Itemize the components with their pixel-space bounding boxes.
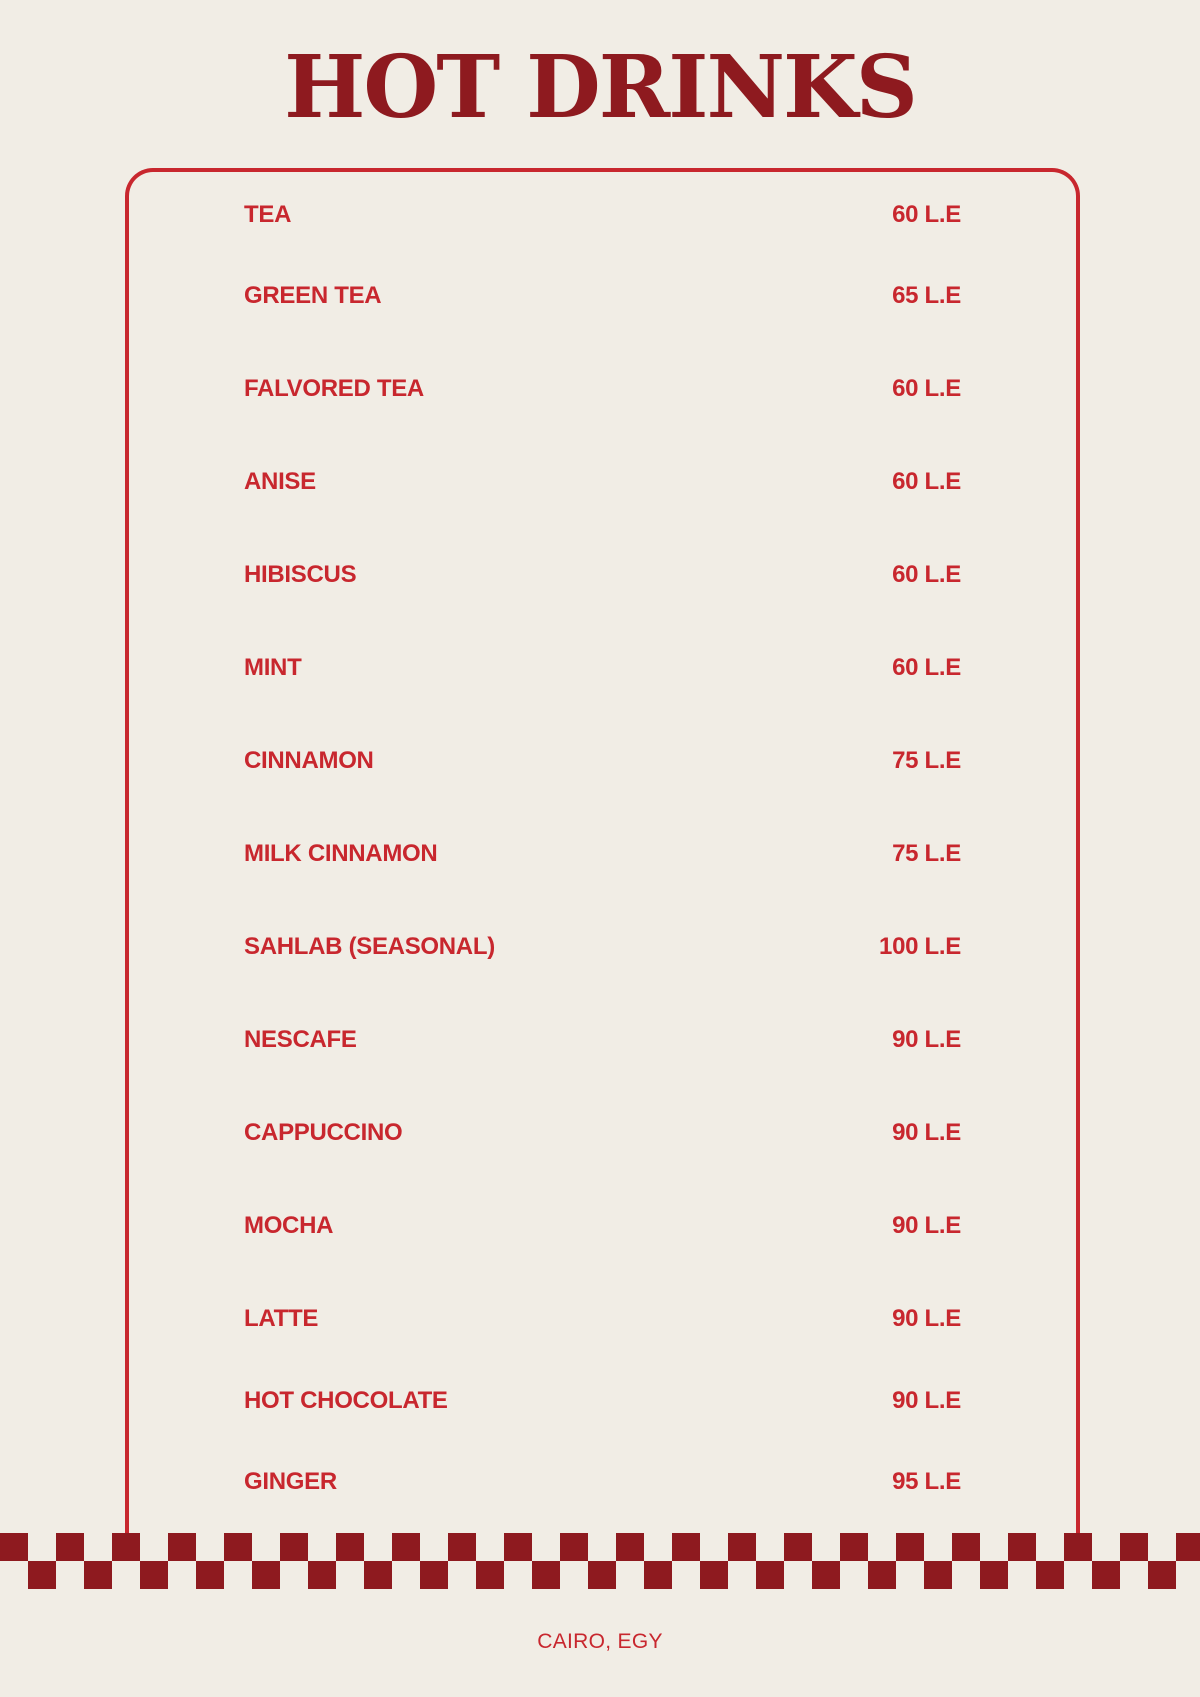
menu-item-price: 75 L.E xyxy=(892,840,961,867)
menu-item-name: MINT xyxy=(244,654,302,681)
menu-item xyxy=(244,1384,961,1418)
menu-item xyxy=(244,372,961,406)
menu-item-price: 60 L.E xyxy=(892,654,961,681)
menu-item xyxy=(244,651,961,685)
menu-item-name: TEA xyxy=(244,201,292,228)
menu-item-name: ANISE xyxy=(244,468,316,495)
menu-item-price: 60 L.E xyxy=(892,201,961,228)
menu-item-name: GINGER xyxy=(244,1468,337,1495)
menu-item xyxy=(244,1302,961,1336)
menu-item-name: MOCHA xyxy=(244,1212,334,1239)
menu-item xyxy=(244,558,961,592)
menu-item xyxy=(244,744,961,778)
menu-item-price: 60 L.E xyxy=(892,561,961,588)
menu-item-price: 90 L.E xyxy=(892,1119,961,1146)
menu-item xyxy=(244,1209,961,1243)
menu-item-name: HOT CHOCOLATE xyxy=(244,1387,448,1414)
menu-item xyxy=(244,930,961,964)
menu-item-name: MILK CINNAMON xyxy=(244,840,438,867)
menu-item xyxy=(244,465,961,499)
menu-item-name: FALVORED TEA xyxy=(244,375,424,402)
menu-item-price: 60 L.E xyxy=(892,468,961,495)
menu-item-price: 90 L.E xyxy=(892,1387,961,1414)
location-footer: CAIRO, EGY xyxy=(537,1630,663,1653)
menu-item-name: LATTE xyxy=(244,1305,319,1332)
menu-item-price: 75 L.E xyxy=(892,747,961,774)
menu-item xyxy=(244,198,961,232)
menu-item-price: 90 L.E xyxy=(892,1212,961,1239)
menu-item-price: 90 L.E xyxy=(892,1026,961,1053)
menu-item-price: 60 L.E xyxy=(892,375,961,402)
menu-item-price: 90 L.E xyxy=(892,1305,961,1332)
menu-item xyxy=(244,1023,961,1057)
menu-item xyxy=(244,837,961,871)
checkered-border xyxy=(0,1533,1200,1589)
menu-item-name: CAPPUCCINO xyxy=(244,1119,403,1146)
menu-item xyxy=(244,279,961,313)
menu-item-price: 95 L.E xyxy=(892,1468,961,1495)
menu-item-name: NESCAFE xyxy=(244,1026,357,1053)
menu-item-name: SAHLAB (SEASONAL) xyxy=(244,933,495,960)
menu-item-name: CINNAMON xyxy=(244,747,374,774)
menu-item-name: GREEN TEA xyxy=(244,282,382,309)
menu-item-price: 100 L.E xyxy=(879,933,961,960)
menu-item-name: HIBISCUS xyxy=(244,561,357,588)
menu-item xyxy=(244,1116,961,1150)
menu-item-price: 65 L.E xyxy=(892,282,961,309)
menu-item xyxy=(244,1465,961,1499)
page-title: HOT DRINKS xyxy=(284,37,916,138)
